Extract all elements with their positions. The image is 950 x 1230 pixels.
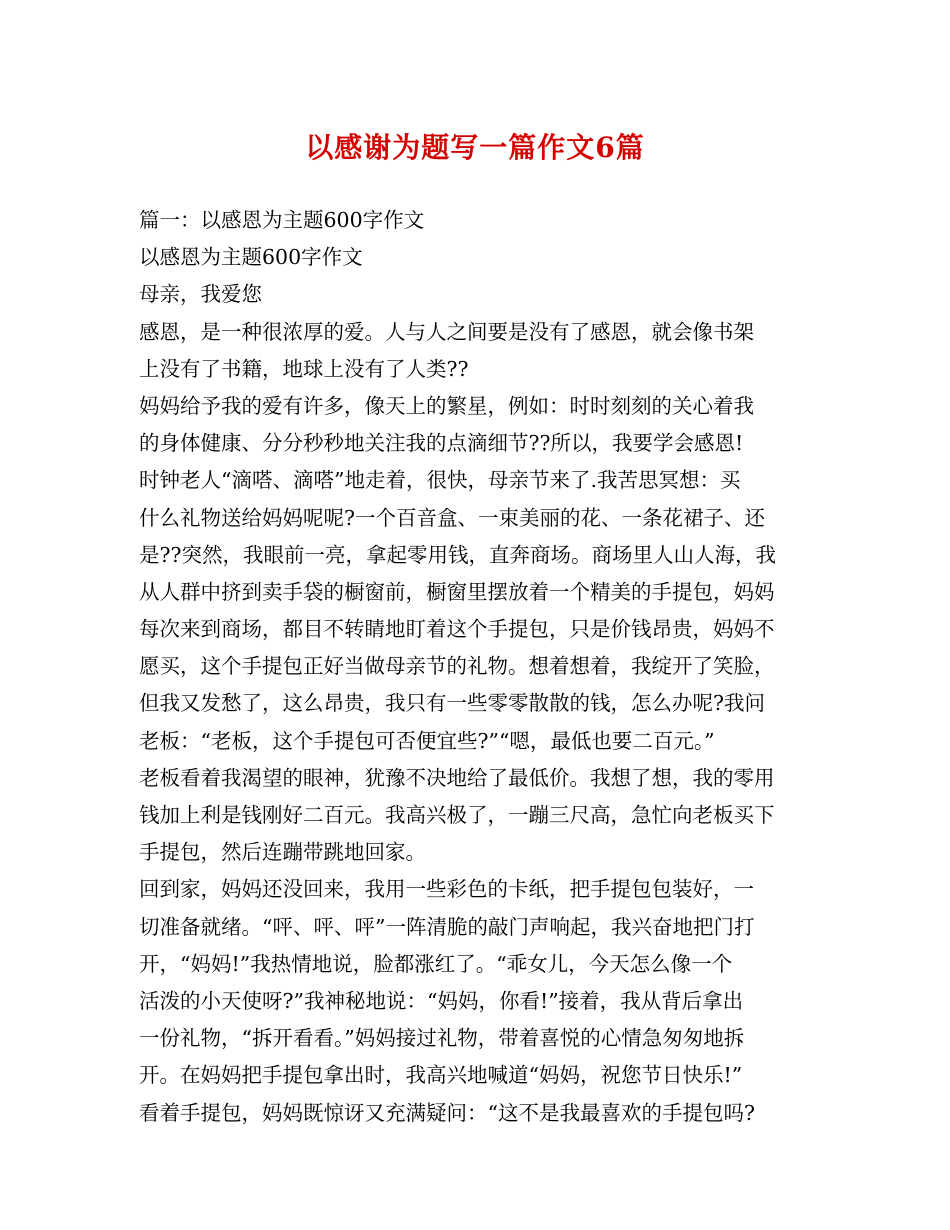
body-line: 手提包，然后连蹦带跳地回家。 (139, 840, 426, 865)
body-line: 老板看着我渴望的眼神，犹豫不决地给了最低价。我想了想，我的零用 (139, 765, 775, 790)
body-line: 活泼的小天使呀?”我神秘地说：“妈妈，你看!”接着，我从背后拿出 (139, 988, 744, 1013)
body-line: 时钟老人“滴嗒、滴嗒”地走着，很快，母亲节来了.我苦思冥想：买 (139, 468, 741, 493)
body-line: 篇一：以感恩为主题600字作文 (139, 208, 425, 232)
body-line: 上没有了书籍，地球上没有了人类?? (139, 356, 469, 381)
body-line: 每次来到商场，都目不转睛地盯着这个手提包，只是价钱昂贵，妈妈不 (139, 617, 775, 642)
body-line: 但我又发愁了，这么昂贵，我只有一些零零散散的钱，怎么办呢?我问 (139, 691, 765, 716)
body-line: 什么礼物送给妈妈呢呢?一个百音盒、一束美丽的花、一条花裙子、还 (139, 505, 765, 530)
body-line: 回到家，妈妈还没回来，我用一些彩色的卡纸，把手提包包装好，一 (139, 877, 754, 902)
body-line: 的身体健康、分分秒秒地关注我的点滴细节??所以，我要学会感恩! (139, 431, 744, 456)
body-line: 以感恩为主题600字作文 (139, 245, 363, 270)
document-title: 以感谢为题写一篇作文6篇 (305, 131, 645, 164)
body-line: 钱加上利是钱刚好二百元。我高兴极了，一蹦三尺高，急忙向老板买下 (139, 803, 775, 827)
document-body (139, 202, 815, 1132)
body-line: 感恩，是一种很浓厚的爱。人与人之间要是没有了感恩，就会像书架 (139, 319, 754, 344)
body-line: 愿买，这个手提包正好当做母亲节的礼物。想着想着，我绽开了笑脸， (139, 654, 775, 679)
body-line: 开，“妈妈!”我热情地说，脸都涨红了。“乖女儿，今天怎么像一个 (139, 951, 733, 976)
body-line: 从人群中挤到卖手袋的橱窗前，橱窗里摆放着一个精美的手提包，妈妈 (139, 579, 775, 604)
body-line: 一份礼物，“拆开看看。”妈妈接过礼物，带着喜悦的心情急匆匆地拆 (139, 1026, 745, 1051)
body-line: 妈妈给予我的爱有许多，像天上的繁星，例如：时时刻刻的关心着我 (139, 393, 754, 418)
body-line: 开。在妈妈把手提包拿出时，我高兴地喊道“妈妈，祝您节日快乐!” (139, 1063, 743, 1088)
body-line: 母亲，我爱您 (139, 282, 262, 307)
body-line: 是??突然，我眼前一亮，拿起零用钱，直奔商场。商场里人山人海，我 (139, 542, 776, 567)
body-line: 看着手提包，妈妈既惊讶又充满疑问：“这不是我最喜欢的手提包吗? (139, 1100, 755, 1125)
body-line: 切准备就绪。“呯、呯、呯”一阵清脆的敲门声响起，我兴奋地把门打 (139, 914, 755, 939)
body-line: 老板：“老板，这个手提包可否便宜些?”“嗯，最低也要二百元。” (139, 728, 715, 753)
